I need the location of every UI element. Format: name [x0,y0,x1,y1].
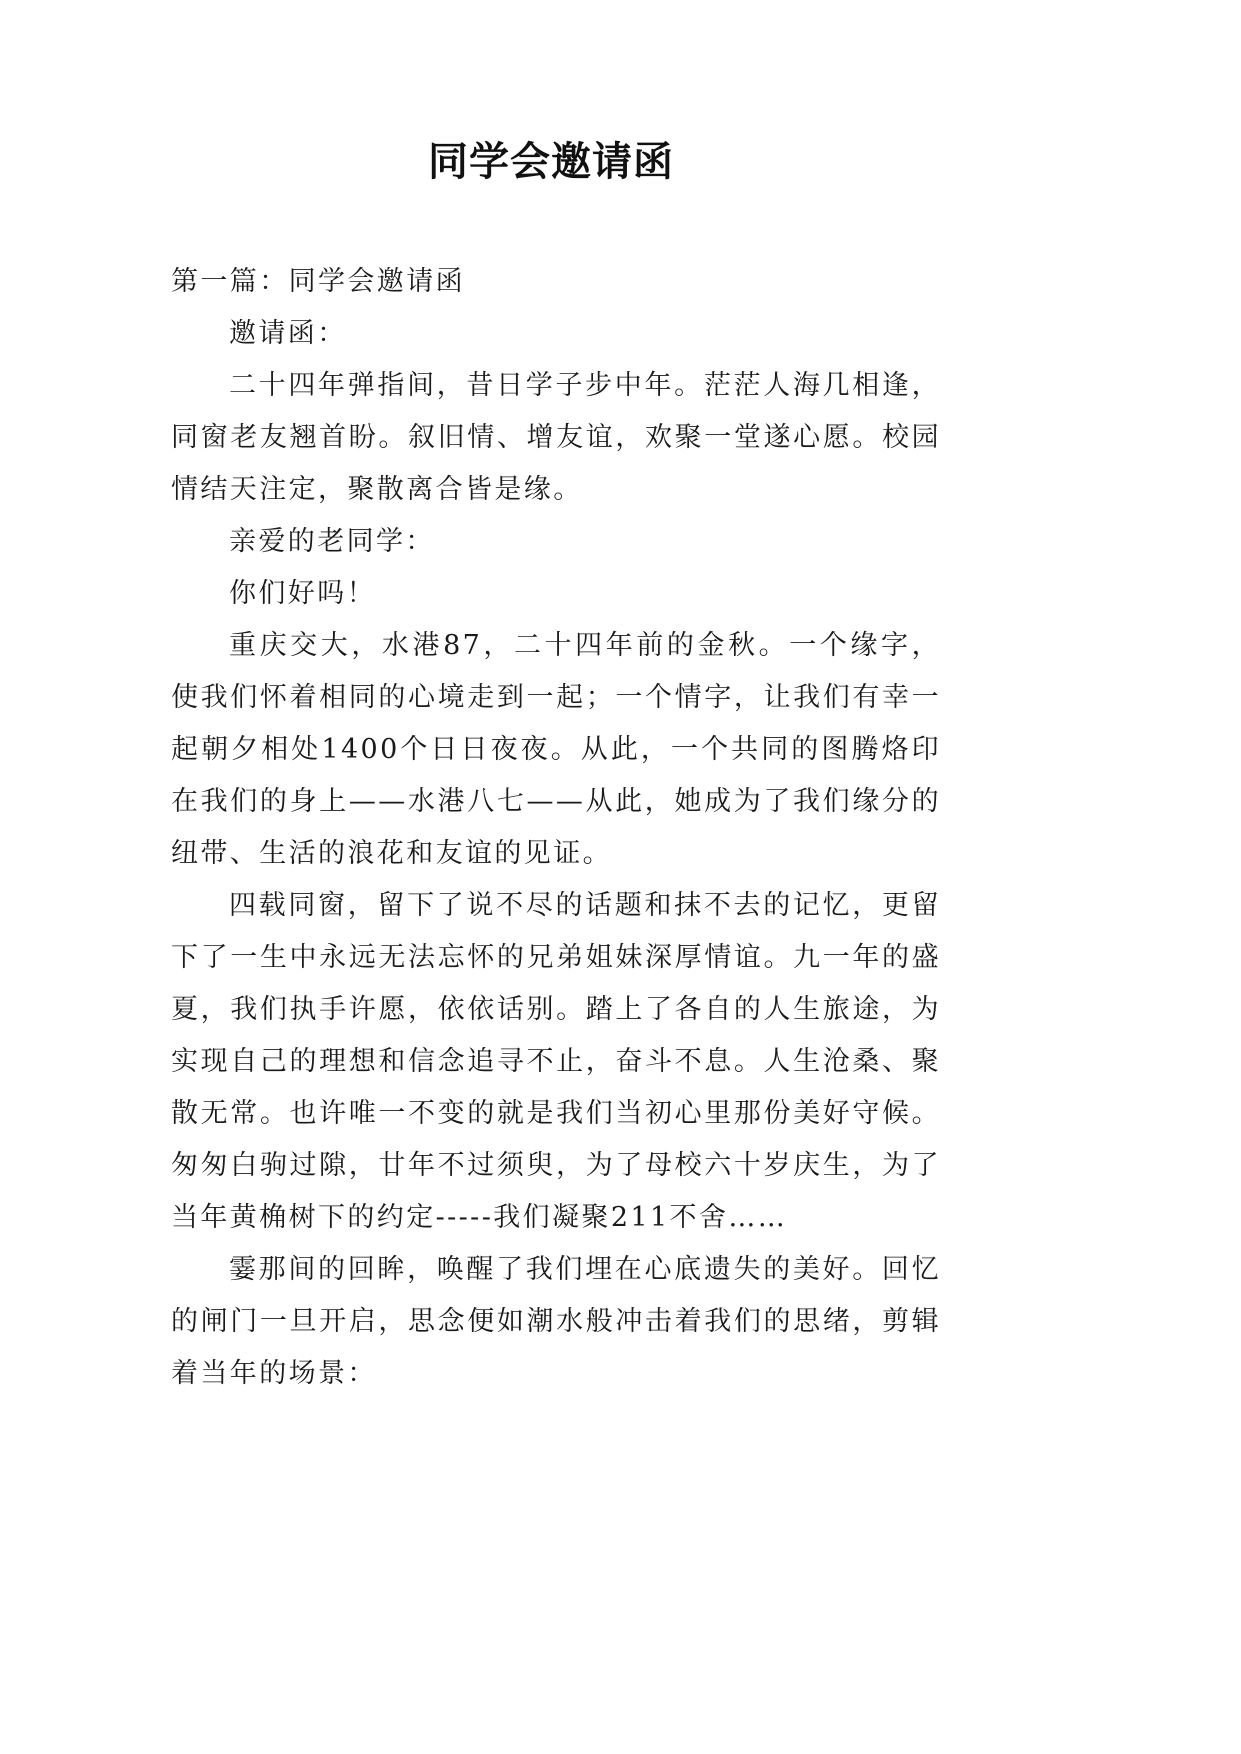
greeting-line: 亲爱的老同学： [229,526,435,557]
greeting-question: 你们好吗！ [229,578,376,609]
document-body [171,256,941,1400]
poem-paragraph: 二十四年弹指间，昔日学子步中年。茫茫人海几相逢，同窗老友翘首盼。叙旧情、增友谊，欢聚一堂遂心愿。校园情结天注定，聚散离合皆是缘。 [171,370,941,505]
body-paragraph: 重庆交大，水港87，二十四年前的金秋。一个缘字，使我们怀着相同的心境走到一起；一个情字，让我们有幸一起朝夕相处1400个日日夜夜。从此，一个共同的图腾烙印在我们的身上——水港八七——从此，她成为了我们缘分的纽带、生活的浪花和友谊的见证。 [171,630,941,869]
section-heading: 第一篇：同学会邀请函 [171,266,465,297]
salutation-invitation: 邀请函： [229,318,347,349]
body-paragraph: 霎那间的回眸，唤醒了我们埋在心底遗失的美好。回忆的闸门一旦开启，思念便如潮水般冲击着我们的思绪，剪辑着当年的场景： [171,1254,941,1389]
body-paragraph: 四载同窗，留下了说不尽的话题和抹不去的记忆，更留下了一生中永远无法忘怀的兄弟姐妹深厚情谊。九一年的盛夏，我们执手许愿，依依话别。踏上了各自的人生旅途，为实现自己的理想和信念追寻不止，奋斗不息。人生沧桑、聚散无常。也许唯一不变的就是我们当初心里那份美好守候。匆匆白驹过隙，廿年不过须臾，为了母校六十岁庆生，为了当年黄桷树下的约定-----我们凝聚211不舍…… [171,890,941,1233]
document-title: 同学会邀请函 [428,138,674,185]
